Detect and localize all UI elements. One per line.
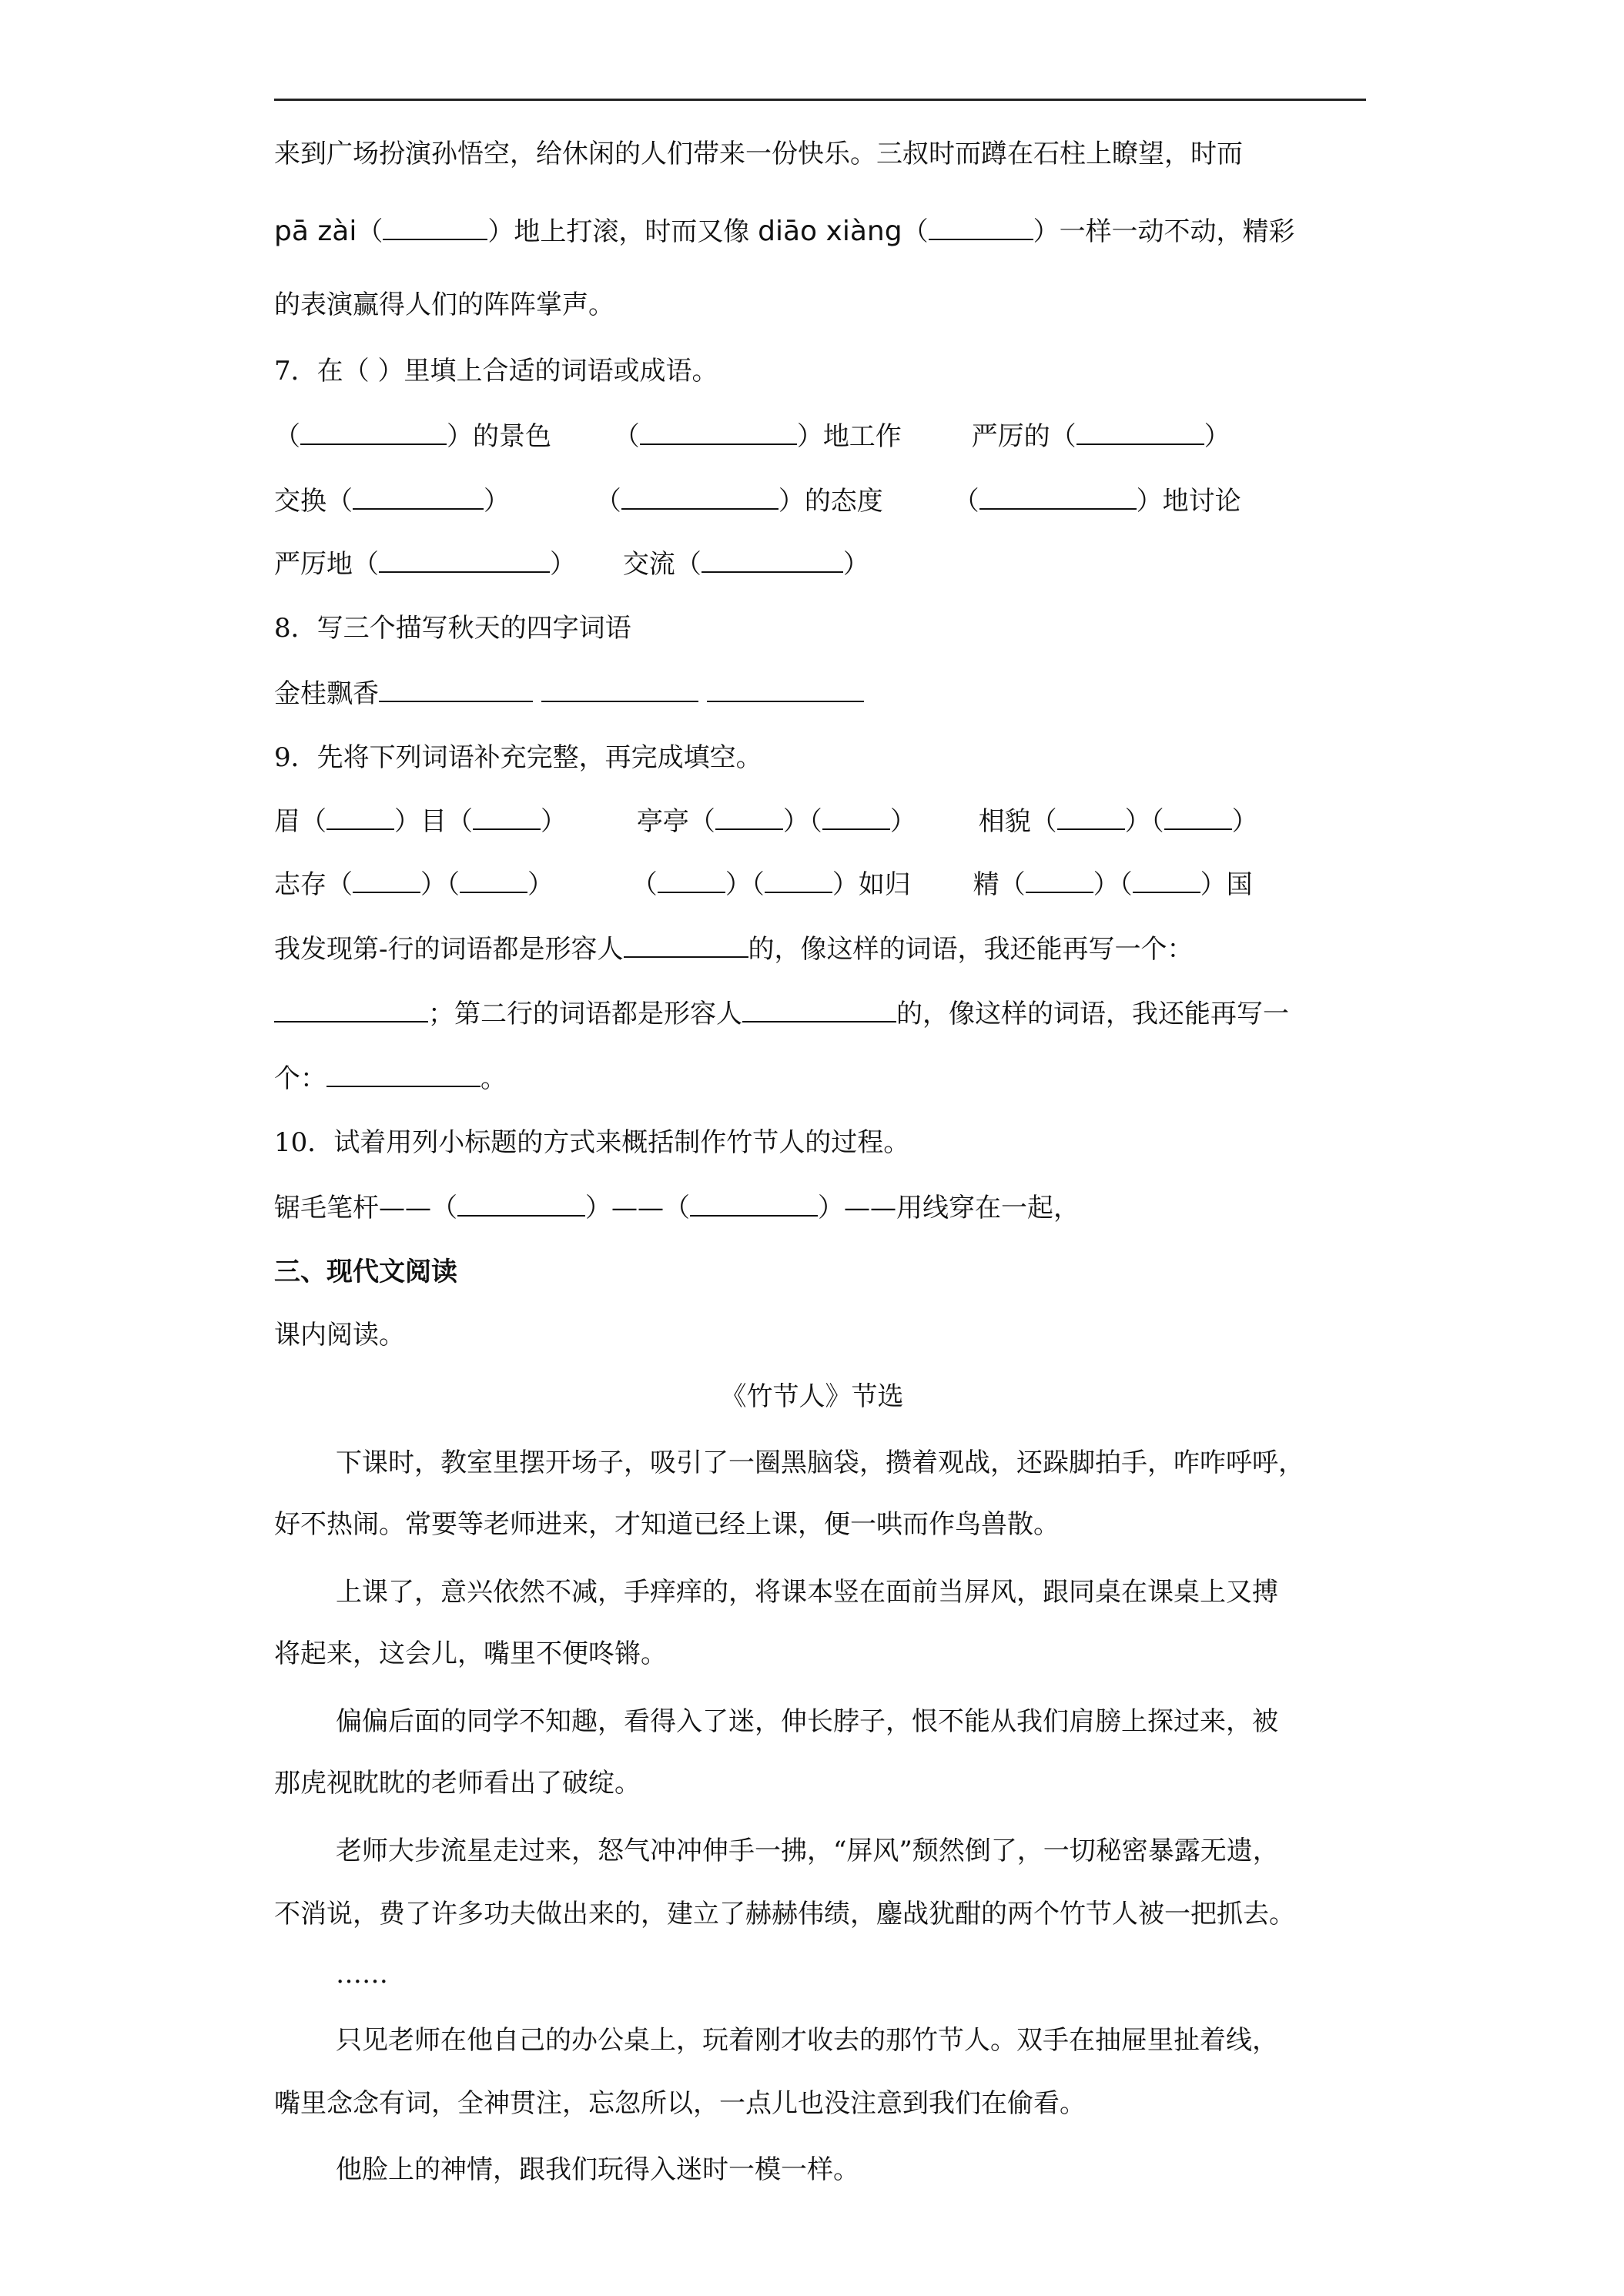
passage-line-1: 来到广场扮演孙悟空，给休闲的人们带来一份快乐。三叔时而蹲在石柱上瞭望，时而 [274, 139, 1243, 169]
q7-blank-1[interactable] [300, 420, 447, 445]
q9-row-1: 眉（ ）目（ ） 亭亭（ ）（ ） 相貌（ ）（ ） [274, 806, 1258, 837]
q7-row-3: 严厉地（ ） 交流（ ） [274, 549, 869, 580]
q8-blank-1[interactable] [379, 678, 533, 702]
para-1b: 好不热闹。常要等老师进来，才知道已经上课，便一哄而作鸟兽散。 [274, 1509, 1060, 1540]
q7-blank-7[interactable] [379, 548, 550, 573]
q7-blank-8[interactable] [702, 548, 843, 573]
q8-blank-3[interactable] [707, 678, 864, 702]
para-3b: 那虎视眈眈的老师看出了破绽。 [274, 1768, 641, 1799]
section-heading: 三、现代文阅读 [274, 1257, 457, 1287]
q7-blank-4[interactable] [353, 485, 484, 510]
q9-title: 9．先将下列词语补充完整，再完成填空。 [274, 742, 762, 773]
pinyin-pazai: pā zài [274, 216, 357, 247]
q8-blank-2[interactable] [541, 678, 698, 702]
para-6: 他脸上的神情，跟我们玩得入迷时一模一样。 [336, 2154, 859, 2185]
q7-blank-5[interactable] [621, 485, 779, 510]
para-4a: 老师大步流星走过来，怒气冲冲伸手一拂，“屏风”颓然倒了，一切秘密暴露无遗， [336, 1836, 1279, 1866]
blank-pazai[interactable] [383, 216, 487, 240]
section-sub: 课内阅读。 [274, 1320, 405, 1350]
q8-answers: 金桂飘香 [274, 678, 864, 709]
para-2b: 将起来，这会儿，嘴里不便咚锵。 [274, 1638, 667, 1669]
para-1a: 下课时，教室里摆开场子，吸引了一圈黑脑袋，攒着观战，还跺脚拍手，咋咋呼呼， [336, 1448, 1304, 1478]
q7-blank-6[interactable] [979, 485, 1137, 510]
header-rule [274, 99, 1366, 101]
q10-answer: 锯毛笔杆——（ ）——（ ）——用线穿在一起， [274, 1193, 1080, 1223]
para-5b: 嘴里念念有词，全神贯注，忘忽所以，一点儿也没注意到我们在偷看。 [274, 2088, 1086, 2119]
para-4b: 不消说，费了许多功夫做出来的，建立了赫赫伟绩，鏖战犹酣的两个竹节人被一把抓去。 [274, 1899, 1295, 1930]
reading-title: 《竹节人》节选 [720, 1381, 904, 1412]
blank-diaoxiang[interactable] [929, 216, 1033, 240]
passage-line-2: pā zài（ ）地上打滚，时而又像 diāo xiàng（ ）一样一动不动，精彩 [274, 216, 1295, 247]
q8-title: 8．写三个描写秋天的四字词语 [274, 613, 631, 644]
q7-blank-3[interactable] [1077, 420, 1204, 445]
q7-title: 7．在（ ）里填上合适的词语或成语。 [274, 356, 718, 387]
pinyin-diaoxiang: diāo xiàng [758, 216, 902, 247]
ellipsis: …… [336, 1959, 388, 1990]
q9-sentence-3: 个： 。 [274, 1063, 507, 1094]
para-2a: 上课了，意兴依然不减，手痒痒的，将课本竖在面前当屏风，跟同桌在课桌上又搏 [336, 1577, 1278, 1608]
q10-title: 10．试着用列小标题的方式来概括制作竹节人的过程。 [274, 1127, 910, 1158]
passage-line-3: 的表演赢得人们的阵阵掌声。 [274, 290, 614, 320]
q9-sentence-1: 我发现第-行的词语都是形容人 的，像这样的词语，我还能再写一个： [274, 934, 1194, 965]
para-5a: 只见老师在他自己的办公桌上，玩着刚才收去的那竹节人。双手在抽屉里扯着线， [336, 2025, 1278, 2056]
q7-row-1: （ ）的景色 （ ）地工作 严厉的（ ） [274, 421, 1231, 452]
para-3a: 偏偏后面的同学不知趣，看得入了迷，伸长脖子，恨不能从我们肩膀上探过来，被 [336, 1706, 1278, 1737]
q9-row-2: 志存（ ）（ ） （ ）（ ）如归 精（ ）（ ）国 [274, 869, 1253, 900]
q9-sentence-2: ；第二行的词语都是形容人 的，像这样的词语，我还能再写一 [274, 998, 1289, 1029]
q7-row-2: 交换（ ） （ ）的态度 （ ）地讨论 [274, 486, 1241, 517]
q7-blank-2[interactable] [640, 420, 797, 445]
